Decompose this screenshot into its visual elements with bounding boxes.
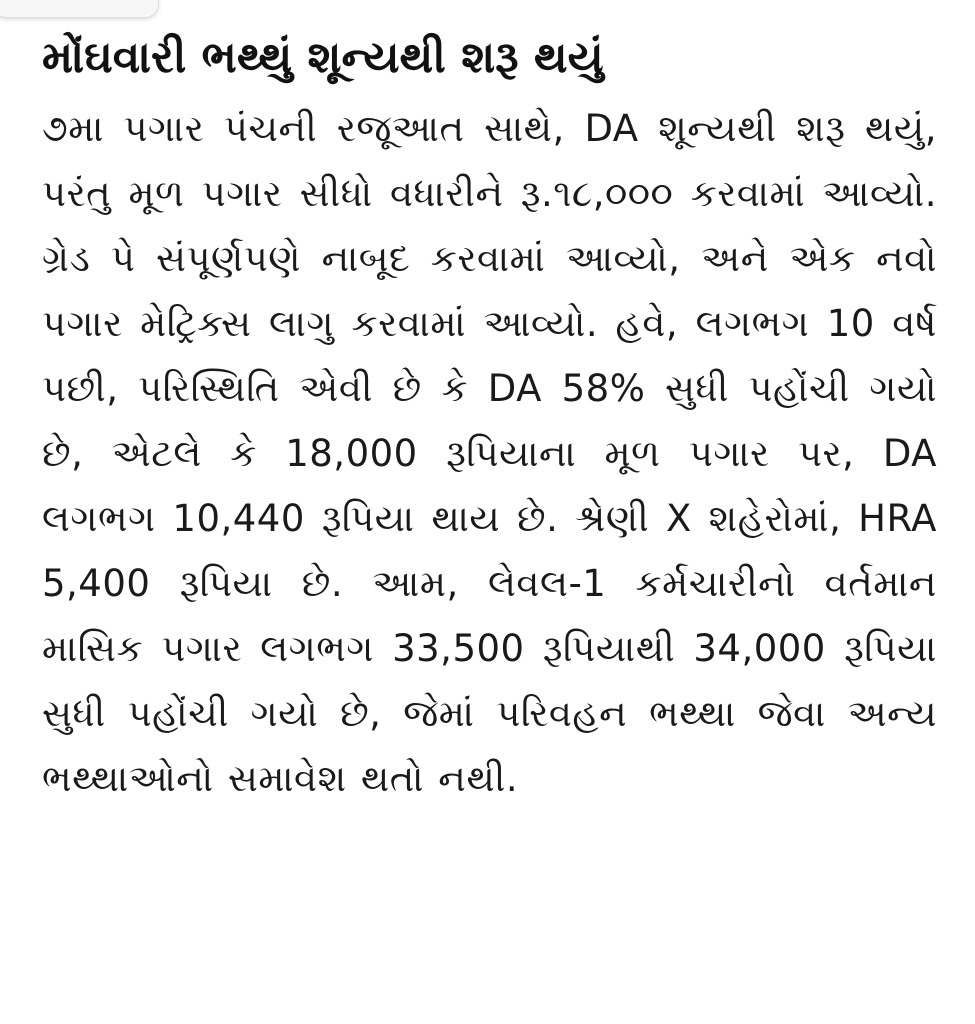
article-body: ૭મા પગાર પંચની રજૂઆત સાથે, DA શૂન્યથી શરૂ થયું, પરંતુ મૂળ પગાર સીધો વધારીને રૂ.૧૮,૦૦૦ કરવામાં આવ્યો. ગ્રેડ પે સંપૂર્ણપણે નાબૂદ કરવામાં આવ્યો, અને એક નવો પગાર મેટ્રિક્સ લાગુ કરવામાં આવ્યો. હવે, લગભગ 10 વર્ષ પછી, પરિસ્થિતિ એવી છે કે DA 58% સુધી પહોંચી ગયો છે, એટલે કે 18,000 રૂપિયાના મૂળ પગાર પર, DA લગભગ 10,440 રૂપિયા થાય છે. શ્રેણી X શહેરોમાં, HRA 5,400 રૂપિયા છે. આમ, લેવલ-1 કર્મચારીનો વર્તમાન માસિક પગાર લગભગ 33,500 રૂપિયાથી 34,000 રૂપિયા સુધી પહોંચી ગયો છે, જેમાં પરિવહન ભથ્થા જેવા અન્ય ભથ્થાઓનો સમાવેશ થતો નથી. xyxy=(42,107,937,800)
top-tab-remnant xyxy=(0,0,159,18)
article xyxy=(42,26,937,811)
article-headline: મોંઘવારી ભથ્થું શૂન્યથી શરૂ થયું xyxy=(42,32,604,83)
